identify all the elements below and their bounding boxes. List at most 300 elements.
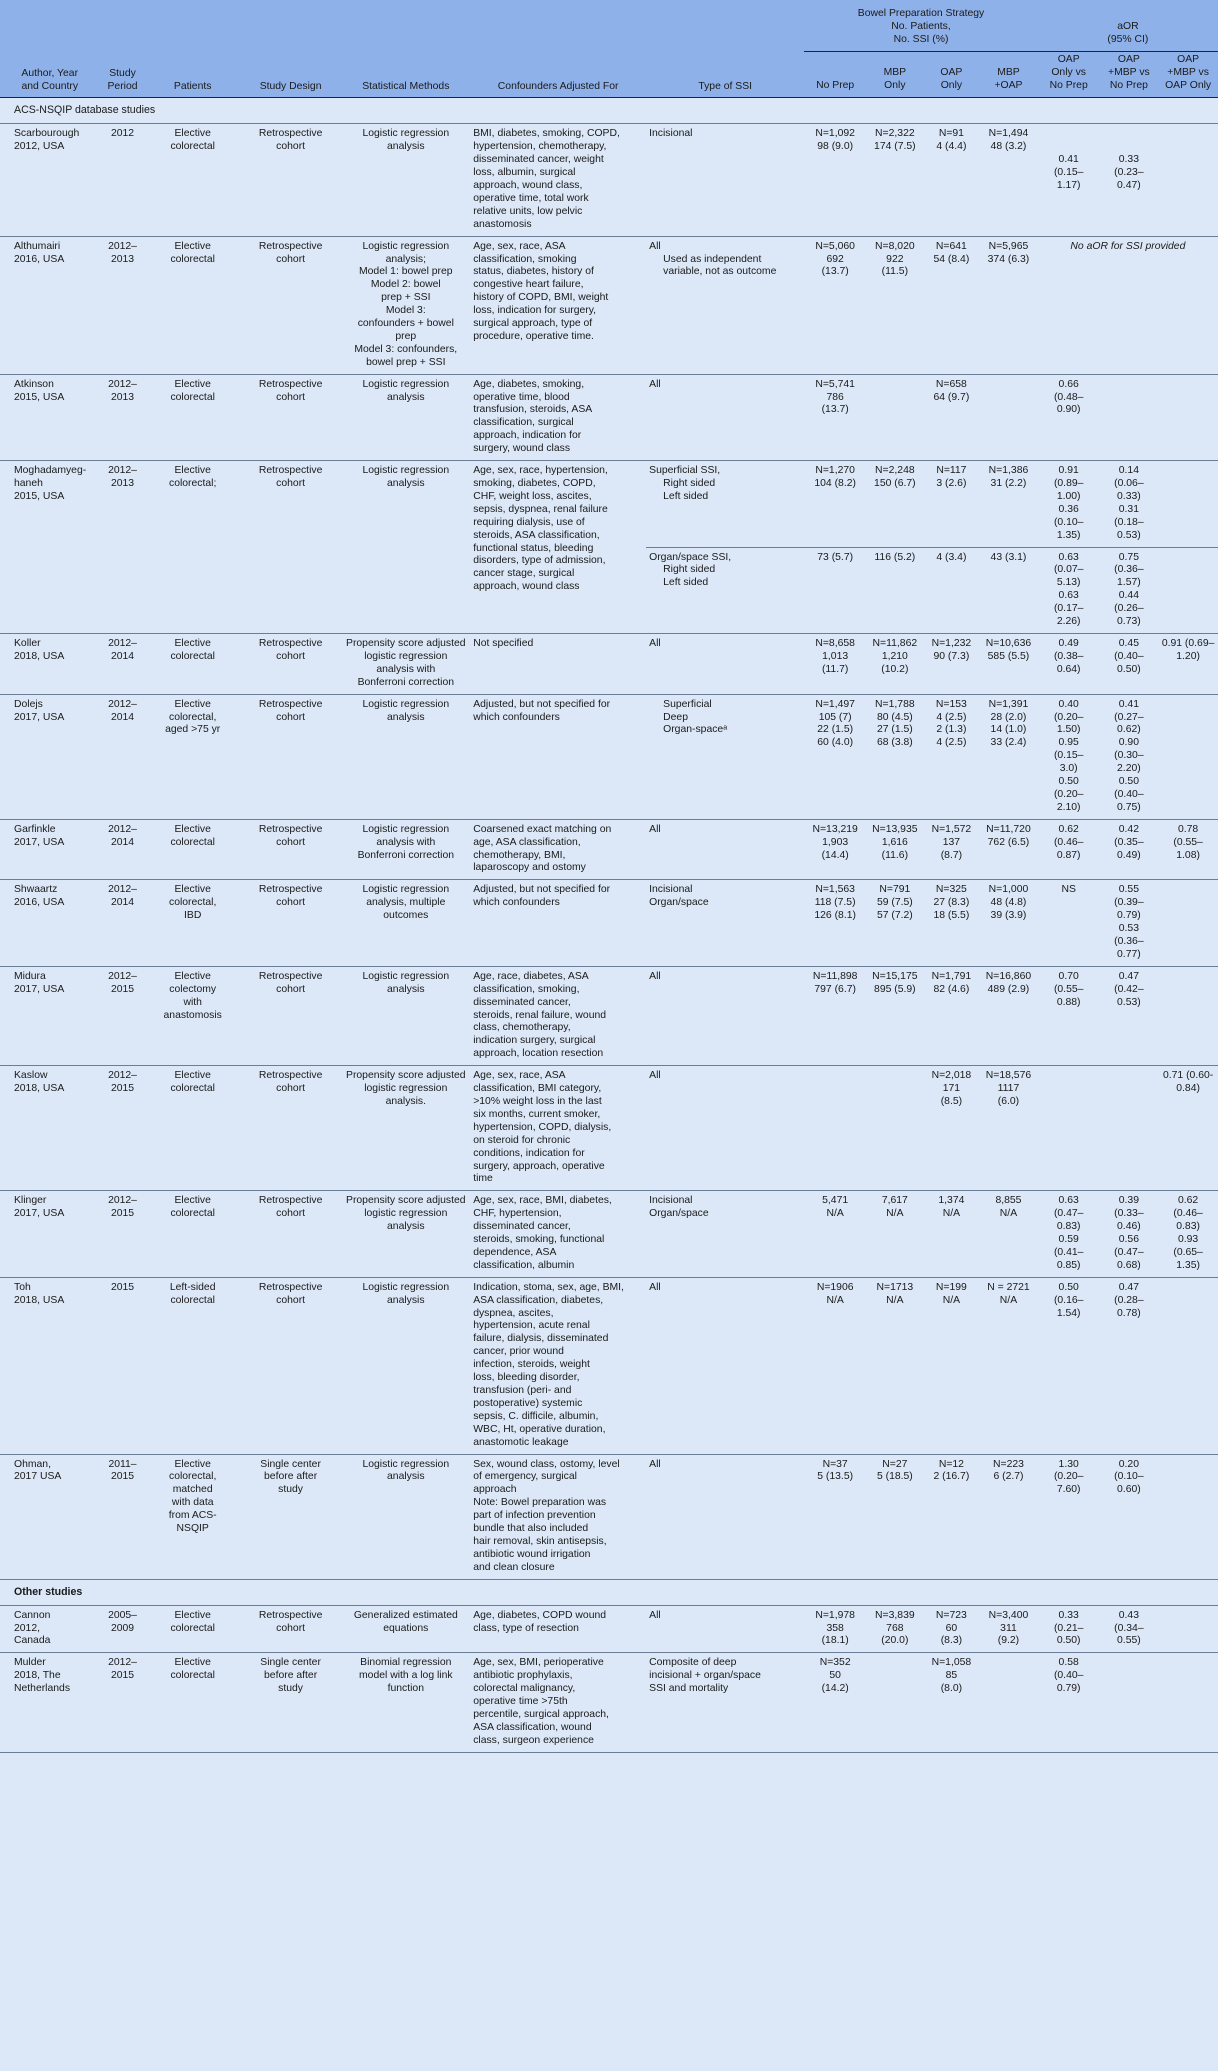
cell-line: colorectal;	[169, 478, 217, 489]
table-cell	[1158, 1653, 1218, 1752]
cell-line: N=1906	[816, 1281, 854, 1293]
cell-line: colorectal,	[169, 711, 217, 723]
cell-line: (0.18–	[1114, 516, 1144, 528]
table-cell	[979, 966, 1038, 1065]
cell-line: Adjusted, but not specified for	[473, 698, 611, 710]
table-cell	[804, 1191, 866, 1277]
cell-line: 0.87)	[1056, 849, 1081, 861]
table-cell	[979, 461, 1038, 547]
cell-line: aged >75 yr	[165, 724, 221, 736]
cell-line: Shwaartz	[14, 884, 58, 896]
cell-line: 0.31	[1118, 503, 1139, 515]
cell-line: Bonferroni correction	[357, 849, 455, 861]
cell-line: prep	[395, 330, 417, 342]
table-cell	[146, 374, 240, 460]
cell-line: 104 (8.2)	[814, 478, 856, 489]
table-cell	[99, 633, 145, 694]
cell-line: Used as independent	[663, 253, 762, 265]
table-cell	[240, 633, 342, 694]
cell-line: 0.49	[1058, 637, 1079, 649]
cell-line: All	[649, 1609, 661, 1621]
cell-line: logistic regression	[364, 650, 448, 662]
table-cell	[804, 1653, 866, 1752]
cell-line: All	[649, 823, 661, 835]
cell-line: colorectal	[170, 650, 215, 662]
cell-line: Age, sex, race, ASA	[473, 240, 566, 252]
cell-line: N=27	[882, 1458, 908, 1470]
table-cell	[146, 966, 240, 1065]
table-row	[0, 1066, 1218, 1191]
cell-line: 0.56	[1118, 1234, 1139, 1246]
cell-line: 0.60)	[1117, 1484, 1141, 1496]
cell-line: All	[649, 240, 661, 252]
header-confounders: Confounders Adjusted For	[470, 0, 646, 98]
table-cell	[0, 1454, 99, 1579]
cell-line: surgical approach, type of	[473, 318, 593, 330]
cell-line: 0.78)	[1117, 1307, 1141, 1319]
table-cell	[646, 880, 804, 966]
cell-line: class, chemotherapy,	[473, 1022, 571, 1034]
cell-line: N = 2721	[987, 1281, 1030, 1293]
cell-line: before after	[264, 1670, 318, 1682]
cell-line: N=352	[819, 1657, 851, 1669]
table-cell	[1038, 1066, 1100, 1191]
cell-line: hypertension, COPD, dialysis,	[473, 1121, 612, 1133]
cell-line: 2017, USA	[14, 711, 65, 723]
table-cell	[1100, 1454, 1159, 1579]
cell-line: cohort	[276, 897, 306, 909]
cell-line: Logistic regression	[362, 378, 450, 390]
cell-line: colorectal	[170, 253, 215, 265]
cell-line: WBC, Ht, operative duration,	[473, 1423, 606, 1435]
cell-line: N=37	[822, 1458, 848, 1470]
cell-line: Retrospective	[258, 465, 323, 477]
table-body	[0, 98, 1218, 1752]
cell-line: 3.0)	[1059, 763, 1078, 775]
table-cell	[470, 1066, 646, 1191]
table-cell	[1158, 1454, 1218, 1579]
cell-line: 2015	[110, 1281, 135, 1293]
cell-line: 118 (7.5)	[814, 897, 856, 909]
cell-line: Elective	[174, 240, 211, 252]
cell-line: (0.07–	[1053, 564, 1084, 576]
cell-line: 2 (16.7)	[933, 1471, 970, 1483]
cell-line: N=1,092	[815, 128, 855, 140]
table-cell	[1100, 633, 1159, 694]
cell-line: Coarsened exact matching on	[473, 823, 612, 835]
cell-line: 0.79)	[1117, 910, 1141, 922]
cell-line: Logistic regression	[362, 970, 450, 982]
cell-line: 2005–	[108, 1609, 137, 1621]
cell-line: Organ/space	[649, 1208, 709, 1220]
table-cell	[646, 374, 804, 460]
cell-line: 0.41	[1058, 154, 1079, 166]
table-cell	[1100, 1191, 1159, 1277]
header-aor-oap-vs-noprep: OAP Only vs No Prep	[1038, 51, 1100, 98]
table-cell	[866, 1454, 924, 1579]
cell-line: Model 3:	[385, 305, 426, 317]
cell-line: (0.41–	[1053, 1246, 1084, 1258]
cell-line: N=1,058	[931, 1657, 972, 1669]
cell-line: Left-sided	[169, 1281, 216, 1293]
table-cell	[240, 819, 342, 880]
cell-line: 0.47	[1118, 1281, 1139, 1293]
cell-line: (18.1)	[821, 1635, 849, 1647]
cell-line: analysis.	[385, 1095, 427, 1107]
cell-line: N=12	[938, 1458, 964, 1470]
cell-line: N=18,576	[985, 1070, 1032, 1082]
cell-line: N=2,018	[931, 1070, 972, 1082]
cell-line: (14.2)	[821, 1683, 849, 1695]
cell-line: (6.0)	[997, 1095, 1020, 1107]
cell-line: 0.53	[1118, 923, 1139, 935]
cell-line: 2 (1.3)	[936, 724, 967, 736]
cell-line: 2012–	[108, 378, 137, 390]
cell-line: 73 (5.7)	[817, 551, 854, 563]
table-cell	[341, 1191, 470, 1277]
cell-line: antibiotic prophylaxis,	[473, 1670, 573, 1682]
table-cell	[924, 374, 980, 460]
cell-line: 22 (1.5)	[817, 724, 854, 736]
table-cell	[470, 966, 646, 1065]
cell-line: N=1,270	[815, 465, 855, 477]
table-cell	[240, 966, 342, 1065]
table-cell	[979, 819, 1038, 880]
table-cell	[1038, 880, 1100, 966]
cell-line: before after	[264, 1471, 318, 1483]
cell-line: study	[278, 1683, 304, 1695]
cell-line: 0.78	[1177, 823, 1199, 835]
cell-line: Retrospective	[258, 823, 323, 835]
cell-line: 116 (5.2)	[874, 551, 916, 563]
table-cell	[979, 547, 1038, 633]
table-cell	[1100, 694, 1159, 819]
table-cell	[646, 966, 804, 1065]
cell-line: Logistic regression	[362, 128, 450, 140]
cell-line: (11.7)	[821, 663, 849, 675]
cell-line: analysis	[387, 1294, 425, 1306]
cell-line: cancer, prior wound	[473, 1346, 564, 1358]
cell-line: Left sided	[663, 490, 709, 502]
cell-line: cancer stage, surgical	[473, 568, 575, 580]
cell-line: sepsis, C. difficile, albumin,	[473, 1410, 599, 1422]
cell-line: 2013	[110, 391, 135, 403]
cell-line: 0.55)	[1117, 1635, 1141, 1647]
cell-line: 48 (4.8)	[990, 897, 1027, 909]
cell-line: and clean closure	[473, 1561, 555, 1573]
cell-line: SSI and mortality	[649, 1683, 729, 1695]
cell-line: Retrospective	[258, 698, 323, 710]
table-cell	[804, 880, 866, 966]
cell-line: Elective	[174, 1609, 211, 1621]
cell-line: disseminated cancer,	[473, 996, 571, 1008]
cell-line: 1,013	[822, 650, 849, 662]
cell-line: failure, dialysis, disseminated	[473, 1333, 609, 1345]
cell-line: Superficial	[663, 698, 712, 710]
cell-line: Logistic regression	[362, 1458, 450, 1470]
table-cell	[146, 694, 240, 819]
cell-line: Age, sex, race, ASA	[473, 1070, 566, 1082]
cell-line: 2014	[110, 897, 135, 909]
cell-line: 80 (4.5)	[876, 711, 913, 723]
cell-line: 137	[942, 836, 961, 848]
cell-line: Note: Bowel preparation was	[473, 1497, 607, 1509]
table-cell	[341, 819, 470, 880]
cell-line: cohort	[276, 141, 306, 153]
cell-line: Elective	[174, 465, 211, 477]
header-patients: Patients	[146, 0, 240, 98]
cell-line: 98 (9.0)	[817, 141, 854, 153]
table-cell	[341, 694, 470, 819]
table-cell	[979, 1277, 1038, 1454]
cell-line: N=11,720	[986, 823, 1031, 835]
cell-line: 1,210	[881, 650, 908, 662]
table-cell	[99, 374, 145, 460]
table-cell	[1100, 1653, 1159, 1752]
cell-line: 2012–	[108, 1195, 137, 1207]
table-cell	[924, 880, 980, 966]
no-aor-note: No aOR for SSI provided	[1038, 236, 1218, 374]
cell-line: Elective	[174, 128, 211, 140]
table-cell	[924, 1277, 980, 1454]
table-cell	[240, 374, 342, 460]
cell-line: Elective	[174, 637, 211, 649]
cell-line: cohort	[276, 711, 306, 723]
cell-line: N=8,020	[875, 240, 915, 252]
table-cell	[1038, 819, 1100, 880]
cell-line: Incisional	[649, 884, 693, 896]
table-cell	[1038, 374, 1100, 460]
cell-line: Sex, wound class, ostomy, level	[473, 1458, 620, 1470]
cell-line: 358	[826, 1622, 844, 1634]
cell-line: (0.36–	[1114, 936, 1144, 947]
cell-line: (0.30–	[1114, 750, 1144, 762]
cell-line: Retrospective	[258, 1070, 323, 1082]
cell-line: 762 (6.5)	[987, 836, 1030, 848]
cell-line: N=1,497	[815, 698, 855, 710]
cell-line: analysis with	[376, 836, 436, 848]
cell-line: Retrospective	[258, 240, 323, 252]
cell-line: 105 (7)	[818, 711, 852, 723]
cell-line: (8.0)	[940, 1683, 963, 1695]
table-cell	[341, 880, 470, 966]
table-cell	[1100, 124, 1159, 236]
cell-line: Elective	[174, 823, 211, 835]
cell-line: >10% weight loss in the last	[473, 1095, 602, 1107]
cell-line: (0.89–	[1053, 478, 1084, 489]
table-row	[0, 880, 1218, 966]
header-ssi-type: Type of SSI	[646, 0, 804, 98]
cell-line: cohort	[276, 391, 306, 403]
cell-line: Althumairi	[14, 240, 61, 252]
cell-line: N=2,248	[875, 465, 915, 477]
cell-line: (0.17–	[1053, 603, 1084, 615]
table-cell	[146, 1277, 240, 1454]
table-cell	[979, 374, 1038, 460]
table-cell	[1158, 880, 1218, 966]
table-cell	[646, 1066, 804, 1191]
cell-line: 1.35)	[1056, 529, 1081, 541]
cell-line: Generalized estimated	[353, 1609, 458, 1621]
cell-line: transfusion (peri- and	[473, 1385, 572, 1396]
cell-line: cohort	[276, 1622, 306, 1634]
cell-line: matched	[172, 1484, 213, 1496]
cell-line: N=791	[879, 884, 911, 896]
cell-line: All	[649, 970, 661, 982]
table-cell	[1158, 461, 1218, 547]
cell-line: 60	[945, 1622, 958, 1634]
cell-line: (0.46–	[1173, 1208, 1203, 1220]
cell-line: (9.2)	[997, 1635, 1020, 1647]
cell-line: Toh	[14, 1281, 31, 1293]
table-cell	[470, 236, 646, 374]
cell-line: (0.21–	[1053, 1622, 1084, 1634]
table-cell	[804, 966, 866, 1065]
cell-line	[1103, 128, 1156, 141]
cell-line: six months, current smoker,	[473, 1108, 601, 1120]
cell-line: 2018, The	[14, 1670, 61, 1682]
table-cell	[804, 1454, 866, 1579]
table-cell	[924, 236, 980, 374]
cell-line: 2.26)	[1056, 616, 1081, 628]
table-cell	[99, 819, 145, 880]
cell-line: 2014	[110, 836, 135, 848]
table-cell	[0, 633, 99, 694]
cell-line: Retrospective	[258, 637, 323, 649]
cell-line: colorectal	[170, 1208, 215, 1220]
header-mbp-oap: MBP +OAP	[979, 51, 1038, 98]
cell-line: chemotherapy, BMI,	[473, 849, 566, 861]
cell-line: hypertension, chemotherapy,	[473, 141, 607, 153]
table-cell	[470, 633, 646, 694]
header-mbp-only: MBP Only	[866, 51, 924, 98]
cell-line: 48 (3.2)	[990, 141, 1027, 153]
cell-line: dyspnea, ascites,	[473, 1307, 554, 1319]
cell-line: Retrospective	[258, 128, 323, 140]
cell-line: which confounders	[473, 897, 560, 909]
cell-line: Right sided	[663, 564, 716, 576]
cell-line: N=11,862	[872, 637, 918, 649]
table-cell	[646, 124, 804, 236]
cell-line: Superficial SSI,	[649, 465, 721, 477]
cell-line: (0.65–	[1173, 1246, 1203, 1258]
cell-line: 0.75	[1118, 551, 1139, 563]
table-row	[0, 1191, 1218, 1277]
cell-line: Single center	[260, 1458, 321, 1470]
cell-line: Model 1: bowel prep	[359, 266, 453, 278]
table-cell	[866, 1066, 924, 1191]
table-cell	[0, 966, 99, 1065]
cell-line: 2018, USA	[14, 650, 65, 662]
cell-line: Midura	[14, 970, 46, 982]
header-author: Author, Year and Country	[0, 0, 99, 98]
cell-line: steroids, renal failure, wound	[473, 1009, 607, 1021]
cell-line: Cannon	[14, 1609, 51, 1621]
cell-line: (8.7)	[940, 849, 963, 861]
table-row	[0, 1605, 1218, 1653]
table-row	[0, 374, 1218, 460]
cell-line: 0.41	[1118, 698, 1139, 710]
cell-line: function	[387, 1683, 424, 1695]
table-cell	[1038, 1605, 1100, 1653]
cell-line: Kaslow	[14, 1070, 48, 1082]
table-cell	[0, 880, 99, 966]
cell-line: 27 (1.5)	[876, 724, 913, 736]
cell-line: 2012–	[108, 465, 137, 477]
cell-line: 14 (1.0)	[990, 724, 1027, 736]
table-cell	[146, 124, 240, 236]
table-cell	[99, 236, 145, 374]
cell-line: 2012, USA	[14, 141, 65, 153]
cell-line: from ACS-	[168, 1510, 217, 1522]
cell-line: 0.63	[1058, 551, 1079, 563]
table-cell	[1158, 1277, 1218, 1454]
cell-line: which confounders	[473, 711, 560, 723]
cell-line: 0.20	[1118, 1458, 1139, 1470]
cell-line: N/A	[826, 1208, 844, 1220]
cell-line: anastomotic leakage	[473, 1436, 569, 1448]
table-cell	[146, 880, 240, 966]
cell-line: infection, steroids, weight	[473, 1359, 590, 1371]
cell-line: (0.40–	[1114, 650, 1144, 662]
cell-line: N/A	[942, 1208, 961, 1220]
table-cell	[99, 966, 145, 1065]
table-cell	[804, 1277, 866, 1454]
cell-line: Model 3: confounders,	[354, 343, 458, 355]
table-cell	[866, 1605, 924, 1653]
cell-line: 4 (3.4)	[936, 551, 967, 563]
table-cell	[866, 1191, 924, 1277]
cell-line: 0.53)	[1117, 996, 1141, 1008]
cell-line: Age, sex, race, BMI, diabetes,	[473, 1195, 612, 1207]
table-cell	[1158, 1605, 1218, 1653]
table-cell	[1100, 1066, 1159, 1191]
cell-line: of emergency, surgical	[473, 1471, 577, 1483]
cell-line: anastomosis	[473, 218, 532, 230]
table-cell	[646, 633, 804, 694]
table-cell	[866, 966, 924, 1065]
cell-line: 0.50)	[1117, 663, 1141, 675]
cell-line: Not specified	[473, 637, 534, 649]
table-cell	[470, 1191, 646, 1277]
cell-line: 0.62)	[1117, 724, 1141, 736]
cell-line: Logistic regression	[362, 823, 450, 835]
cell-line: 57 (7.2)	[876, 910, 913, 922]
cell-line: N=1,978	[815, 1609, 855, 1621]
cell-line: 1.50)	[1056, 724, 1081, 736]
table-cell	[99, 1277, 145, 1454]
header-aor-group: aOR (95% CI)	[1038, 0, 1218, 51]
cell-line: NS	[1061, 884, 1076, 896]
cell-line: 0.46)	[1117, 1221, 1141, 1233]
cell-line: Propensity score adjusted	[346, 1070, 466, 1082]
table-cell	[866, 547, 924, 633]
cell-line: study	[278, 1484, 304, 1496]
table-cell	[341, 633, 470, 694]
cell-line: Binomial regression	[360, 1657, 452, 1669]
cell-line: N=1,391	[988, 698, 1029, 710]
cell-line: Retrospective	[258, 970, 323, 982]
cell-line: N=1,791	[931, 970, 972, 982]
table-cell	[0, 124, 99, 236]
cell-line: 0.50	[1058, 776, 1079, 788]
table-cell	[804, 1066, 866, 1191]
table-cell	[924, 633, 980, 694]
table-cell	[1038, 1454, 1100, 1579]
cell-line: disseminated cancer,	[473, 1221, 571, 1233]
cell-line: operative time, blood	[473, 391, 570, 403]
cell-line: 2016, USA	[14, 897, 65, 909]
